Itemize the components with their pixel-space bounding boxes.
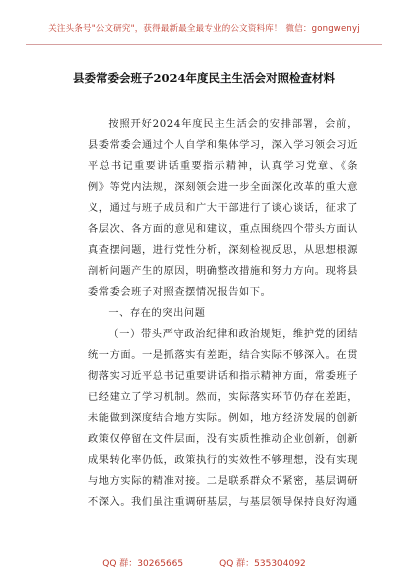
section-heading: 一、存在的突出问题	[108, 308, 206, 319]
footer-qq-group-2: QQ 群：535304092	[219, 559, 306, 569]
document-body	[88, 114, 358, 513]
document-title: 县委常委会班子2024年度民主生活会对照检查材料	[72, 71, 335, 85]
header-banner: 关注头条号"公文研究"，获得最新最全最专业的公文资料库！ 微信：gongwenyj	[48, 24, 360, 34]
footer-contact	[0, 556, 408, 569]
body-paragraph: （一）带头严守政治纪律和政治规矩，维护党的团结统一方面。一是抓落实有差距，结合实际不够深入。在贯彻落实习近平总书记重要讲话和指示精神方面，常委班子已经建立了学习机制。然而，实际落实环节仍存在差距，未能做到深度结合地方实际。例如，地方经济发展的创新政策仅停留在文件层面，没有实质性推动企业创新，创新成果转化率仍低，政策执行的实效性不够理想，没有实现与地方实际的精准对接。二是联系群众不紧密，基层调研不深入。我们虽注重调研基层，与基层领导保持良好沟通	[88, 329, 358, 508]
footer-qq-group-1: QQ 群：30265665	[102, 559, 184, 569]
intro-paragraph: 按照开好2024年度民主生活会的安排部署，会前，县委常委会通过个人自学和集体学习，深入学习领会习近平总书记重要讲话重要指示精神，认真学习党章、《条例》等党内法规，深刻领会进一步全面深化改革的重大意义，通过与班子成员和广大干部进行了谈心谈话，征求了各层次、各方面的意见和建议，重点围绕四个带头方面认真查摆问题，进行党性分析，深刻检视反思，从思想根源剖析问题产生的原因，明确整改措施和努力方向。现将县委常委会班子对照查摆情况报告如下。	[88, 119, 358, 298]
header-divider	[26, 44, 382, 45]
